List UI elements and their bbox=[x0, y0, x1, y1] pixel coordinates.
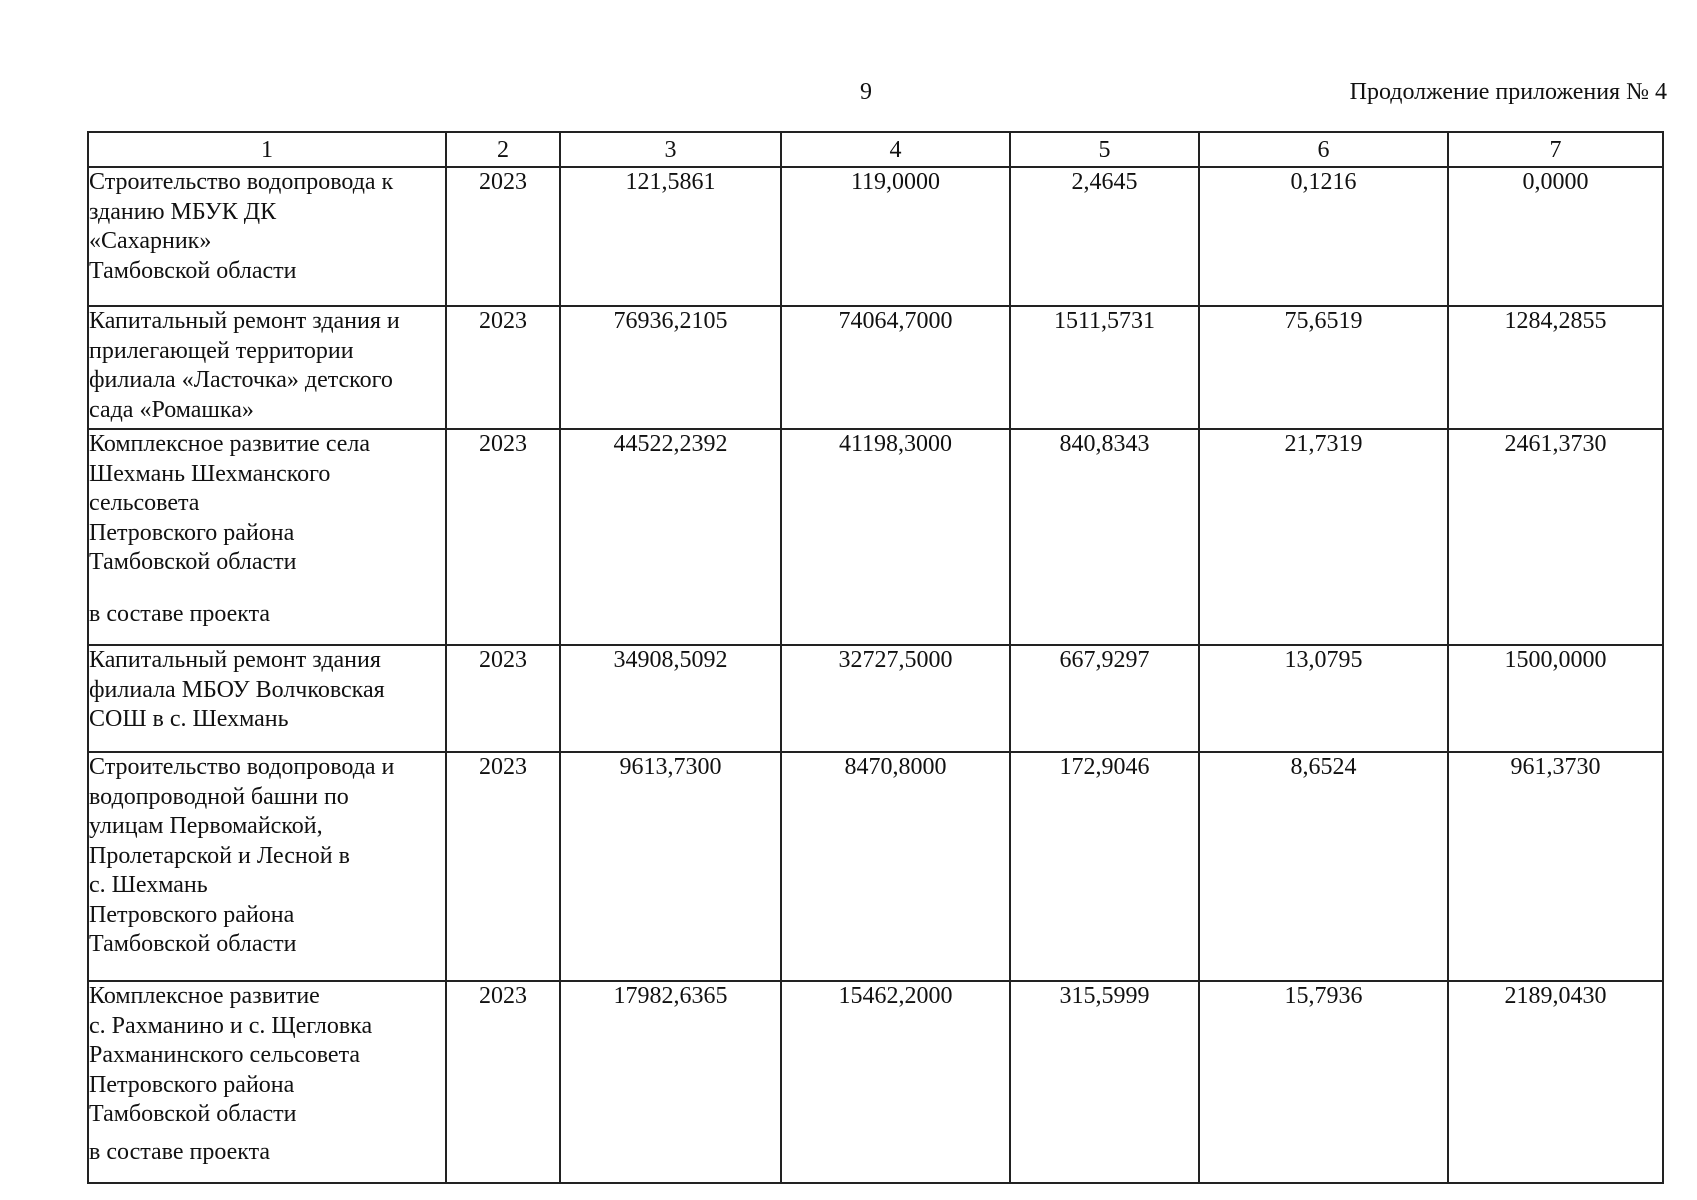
value-cell-col3: 9613,7300 bbox=[560, 752, 781, 981]
object-name-line: Тамбовской области bbox=[89, 549, 297, 575]
object-name-line: сельсовета bbox=[89, 490, 200, 516]
object-name-line: Тамбовской области bbox=[89, 257, 297, 284]
object-name-line: «Сахарник» bbox=[89, 228, 212, 254]
data-table bbox=[87, 131, 1664, 1184]
value-cell-col3: 44522,2392 bbox=[560, 429, 781, 645]
object-name-line: СОШ в с. Шехмань bbox=[89, 706, 289, 732]
object-name-line: Пролетарской и Лесной в bbox=[89, 842, 350, 869]
value-cell-col4: 74064,7000 bbox=[781, 306, 1010, 429]
object-name-cell bbox=[88, 981, 446, 1183]
object-name-line: Капитальный ремонт здания и bbox=[89, 308, 400, 334]
year-cell: 2023 bbox=[446, 981, 560, 1183]
object-name-line: Петровского района bbox=[89, 1071, 295, 1098]
object-name-line: филиала МБОУ Волчковская bbox=[89, 676, 385, 703]
table-row bbox=[88, 752, 1663, 981]
value-cell-col6: 15,7936 bbox=[1199, 981, 1448, 1183]
value-cell-col4: 8470,8000 bbox=[781, 752, 1010, 981]
column-header: 4 bbox=[781, 132, 1010, 167]
object-name-cell bbox=[88, 167, 446, 306]
object-name-line: с. Рахманино и с. Щегловка bbox=[89, 1012, 373, 1039]
column-header: 5 bbox=[1010, 132, 1199, 167]
column-header: 3 bbox=[560, 132, 781, 167]
object-name-cell bbox=[88, 752, 446, 981]
page-number: 9 bbox=[860, 79, 872, 105]
object-name-line: Комплексное развитие села bbox=[89, 431, 371, 457]
object-name-cell bbox=[88, 306, 446, 429]
object-name-line: Петровского района bbox=[89, 519, 295, 546]
value-cell-col5: 1511,5731 bbox=[1010, 306, 1199, 429]
object-name-line: улицам Первомайской, bbox=[89, 813, 323, 839]
year-cell: 2023 bbox=[446, 645, 560, 752]
value-cell-col6: 13,0795 bbox=[1199, 645, 1448, 752]
value-cell-col5: 172,9046 bbox=[1010, 752, 1199, 981]
object-note: в составе проекта bbox=[89, 600, 271, 627]
year-cell: 2023 bbox=[446, 429, 560, 645]
object-name-line: Тамбовской области bbox=[89, 931, 297, 957]
object-note: в составе проекта bbox=[89, 1138, 271, 1165]
value-cell-col4: 119,0000 bbox=[781, 167, 1010, 306]
table-row bbox=[88, 306, 1663, 429]
year-cell: 2023 bbox=[446, 306, 560, 429]
value-cell-col7: 0,0000 bbox=[1448, 167, 1663, 306]
year-cell: 2023 bbox=[446, 752, 560, 981]
column-header: 6 bbox=[1199, 132, 1448, 167]
value-cell-col3: 34908,5092 bbox=[560, 645, 781, 752]
column-header: 7 bbox=[1448, 132, 1663, 167]
object-name-line: Строительство водопровода к bbox=[89, 169, 394, 195]
value-cell-col3: 76936,2105 bbox=[560, 306, 781, 429]
object-name-cell bbox=[88, 429, 446, 645]
object-name-line: Петровского района bbox=[89, 901, 295, 928]
object-name-line: Шехмань Шехманского bbox=[89, 460, 331, 487]
column-number-row bbox=[88, 132, 1663, 167]
object-name-line: Капитальный ремонт здания bbox=[89, 647, 381, 673]
object-name-line: Тамбовской области bbox=[89, 1101, 297, 1127]
value-cell-col3: 17982,6365 bbox=[560, 981, 781, 1183]
value-cell-col7: 2461,3730 bbox=[1448, 429, 1663, 645]
object-name-line: Рахманинского сельсовета bbox=[89, 1042, 360, 1068]
value-cell-col5: 840,8343 bbox=[1010, 429, 1199, 645]
object-name-cell bbox=[88, 645, 446, 752]
table-row bbox=[88, 429, 1663, 645]
object-name-line: зданию МБУК ДК bbox=[89, 198, 277, 225]
value-cell-col4: 41198,3000 bbox=[781, 429, 1010, 645]
value-cell-col4: 15462,2000 bbox=[781, 981, 1010, 1183]
value-cell-col7: 961,3730 bbox=[1448, 752, 1663, 981]
object-name-line: сада «Ромашка» bbox=[89, 396, 254, 423]
appendix-continuation-title: Продолжение приложения № 4 bbox=[1349, 79, 1667, 105]
value-cell-col6: 21,7319 bbox=[1199, 429, 1448, 645]
object-name-line: с. Шехмань bbox=[89, 872, 208, 898]
object-name-line: филиала «Ласточка» детского bbox=[89, 367, 393, 393]
value-cell-col5: 667,9297 bbox=[1010, 645, 1199, 752]
table-row bbox=[88, 645, 1663, 752]
value-cell-col3: 121,5861 bbox=[560, 167, 781, 306]
column-header: 2 bbox=[446, 132, 560, 167]
value-cell-col7: 1500,0000 bbox=[1448, 645, 1663, 752]
column-header: 1 bbox=[88, 132, 446, 167]
value-cell-col5: 315,5999 bbox=[1010, 981, 1199, 1183]
value-cell-col6: 75,6519 bbox=[1199, 306, 1448, 429]
table-row bbox=[88, 167, 1663, 306]
value-cell-col4: 32727,5000 bbox=[781, 645, 1010, 752]
object-name-line: Строительство водопровода и bbox=[89, 754, 395, 780]
object-name-line: водопроводной башни по bbox=[89, 783, 349, 810]
table-row bbox=[88, 981, 1663, 1183]
value-cell-col6: 0,1216 bbox=[1199, 167, 1448, 306]
value-cell-col6: 8,6524 bbox=[1199, 752, 1448, 981]
object-name-clip bbox=[89, 753, 445, 960]
value-cell-col7: 2189,0430 bbox=[1448, 981, 1663, 1183]
value-cell-col7: 1284,2855 bbox=[1448, 306, 1663, 429]
object-name-line: Комплексное развитие bbox=[89, 983, 320, 1009]
value-cell-col5: 2,4645 bbox=[1010, 167, 1199, 306]
year-cell: 2023 bbox=[446, 167, 560, 306]
object-name-line: прилегающей территории bbox=[89, 337, 354, 364]
